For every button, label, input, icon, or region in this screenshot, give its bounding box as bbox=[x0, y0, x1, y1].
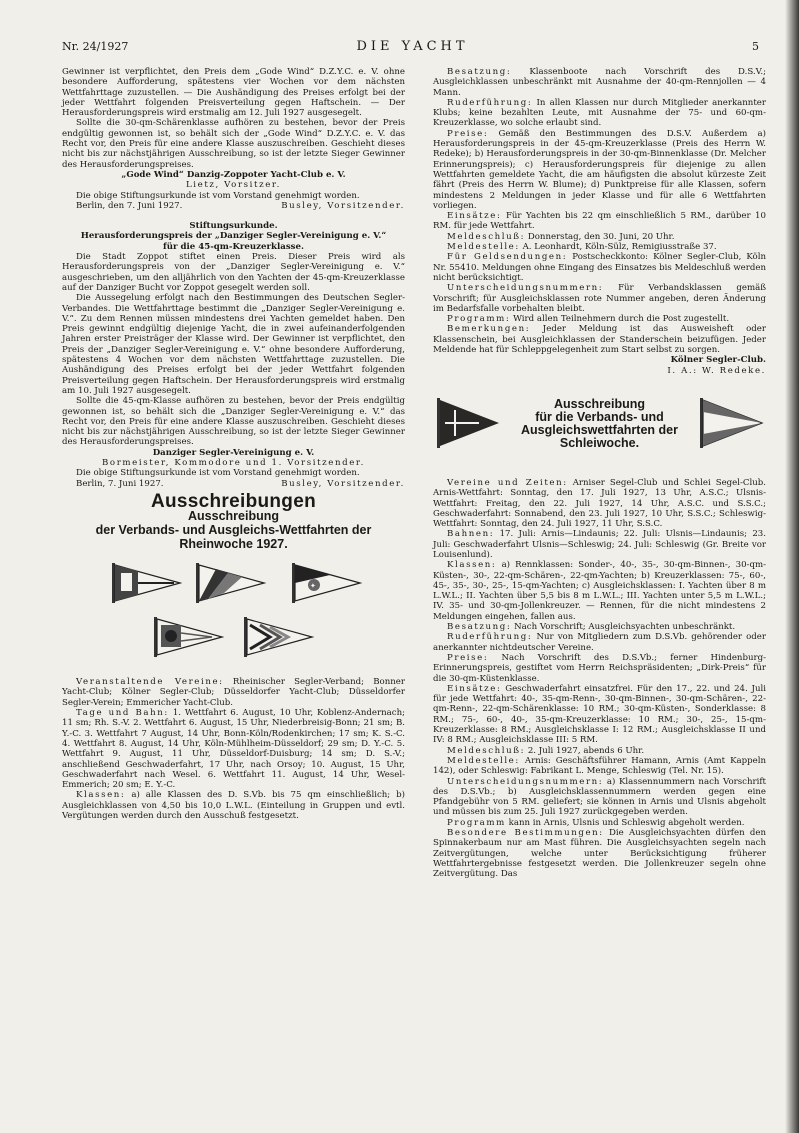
rule-item: Ruderführung: In allen Klassen nur durch Mitglieder anerkannter Klubs; keine bezahlten Leute, mit Ausnahme der 75- und 60-qm-Kreuzerklasse, wo solche erlaubt sind. bbox=[433, 97, 766, 129]
announcement-title: Ausschreibung bbox=[188, 509, 279, 524]
club-chair: Bormeister, Kommodore und 1. Vorsitzender. bbox=[102, 457, 365, 468]
rule-item: Veranstaltende Vereine: Rheinischer Segler-Verband; Bonner Yacht-Club; Kölner Segler-Club; Düsseldorfer Yacht-Club; Düsseldorfer Segler-Verein; Emmericher Yacht-Club. bbox=[62, 677, 405, 708]
rule-item: Meldestelle: A. Leonhardt, Köln-Sülz, Remigiusstraße 37. bbox=[447, 242, 717, 253]
paragraph: Gewinner ist verpflichtet, den Preis dem „Gode Wind“ D.Z.Y.C. e. V. ohne besondere Aufforderung, spätestens vier Wochen vor dem nächsten Wettfahrttage zuzustellen. — Die Aushändigung des Preises erfolgt bei der jeder Wettfahrt folgenden Preisverteilung gegen Haftschein. — Der Herausforderungspreis wird erstmalig am 12. Juli 1927 ausgesegelt. bbox=[62, 67, 405, 119]
deed-subtitle: für die 45-qm-Kreuzerklasse. bbox=[163, 241, 304, 252]
paragraph: Die Aussegelung erfolgt nach den Bestimmungen des Deutschen Segler-Verbandes. Die Wettfahrttage bestimmt die „Danziger Segler-Vereinigung e. V.“. Zu dem Rennen müssen mindestens drei Yachten gemeldet haben. Den Preis gewinnt endgültig diejenige Yacht, die in zwei aufeinanderfolgenden Jahren erster Preisträger der Klasse wird. Der Gewinner ist verpflichtet, den Preis der „Danziger Segler-Vereinigung e. V.“ ohne besondere Aufforderung, spätestens 4 Wochen vor dem nächsten Wettfahrttage zuzustellen. Die Aushändigung des Preises erfolgt bei der jeder Wettfahrt folgenden Preisverteilung gegen Haftschein. Der Herausforderungspreis wird erstmalig am 10. Juli 1927 ausgesegelt. bbox=[62, 293, 405, 396]
announcement-title: Ausschreibung für die Verbands- und Ausgleichswettfahrten der Schleiwoche. bbox=[521, 396, 678, 450]
rule-item: Ruderführung: Nur von Mitgliedern zum D.S.Vb. gehörender oder anerkannter nichtdeutscher Vereine. bbox=[433, 632, 766, 653]
rule-item: Besatzung: Klassenboote nach Vorschrift des D.S.V.; Ausgleichklassen unbeschränkt mit Ausnahme der 40-qm-Rennjollen — 4 Mann. bbox=[433, 67, 766, 98]
right-column bbox=[433, 67, 766, 879]
rule-item: Unterscheidungsnummern: Für Verbandsklassen gemäß Vorschrift; für Ausgleichsklassen rote Nummer angeben, deren Änderung im Bedarfsfalle vorbehalten bleibt. bbox=[433, 283, 766, 314]
club-name: „Gode Wind“ Danzig-Zoppoter Yacht-Club e. V. bbox=[121, 169, 346, 180]
pennant-icon bbox=[242, 615, 314, 659]
rule-item: Preise: Nach Vorschrift des D.S.Vb.; ferner Hindenburg-Erinnerungspreis, gestiftet vom Herrn Reichspräsidenten; „Dirk-Preis“ für die 30-qm-Küstenklasse. bbox=[433, 652, 766, 684]
paragraph: Die Stadt Zoppot stiftet einen Preis. Dieser Preis wird als Herausforderungspreis von der „Danziger Segler-Vereinigung e. V.“ ausgeschrieben, um den alljährlich von den Yachten der 45-qm-Kreuzerklasse auf der Danziger Bucht vor Zoppot gesegelt werden soll. bbox=[62, 252, 405, 293]
paragraph: Sollte die 30-qm-Schärenklasse aufhören zu bestehen, bevor der Preis endgültig gewonnen ist, so behält sich der „Gode Wind“ D.Z.Y.C. e. V. das Recht vor, den Preis für eine andere Klasse auszuschreiben. Geschieht dieses nicht bis zur nächstjährigen Ausschreibung, so ist der letzte Sieger Gewinner des Herausforderungspreises. bbox=[62, 118, 405, 170]
signature-name: Busley, Vorsitzender. bbox=[281, 200, 405, 211]
schlei-announcement-header bbox=[433, 392, 766, 472]
rule-item: Meldeschluß: Donnerstag, den 30. Juni, 20 Uhr. bbox=[447, 231, 675, 242]
signature-line bbox=[62, 201, 405, 211]
rule-item: Bemerkungen: Jeder Meldung ist das Ausweisheft oder Klassenschein, bei Ausgleichklassen der Standerschein beizufügen. Jeder Meldende hat für Schleppgelegenheit zum Start selbst zu sorgen. bbox=[433, 324, 766, 356]
rule-item: Besondere Bestimmungen: Die Ausgleichsyachten dürfen den Spinnakerbaum nur am Mast führen. Die Ausgleichsyachten segeln nach Zeitvergütungen, welche unter Berücksichtigung früherer Wettfahrtergebnisse festgesetzt werden. Die Jollenkreuzer segeln ohne Zeitvergütung. Das bbox=[433, 828, 766, 880]
left-column bbox=[62, 67, 405, 821]
section-title: Ausschreibungen bbox=[151, 490, 316, 512]
rule-item: Tage und Bahn: 1. Wettfahrt 6. August, 10 Uhr, Koblenz-Andernach; 11 sm; Rh. S.-V. 2. Wettfahrt 6. August, 15 Uhr, Niederbreisig-Bonn; 21 sm; B. Y.-C. 3. Wettfahrt 7 August, 14 Uhr, Bonn-Köln/Rodenkirchen; 17 sm; K. S.-C. 4. Wettfahrt 8. August, 14 Uhr, Köln-Mühlheim-Düsseldorf; 29 sm; D. Y.-C. 5. Wettfahrt 9. August, 11 Uhr, Düsseldorf-Duisburg; 14 sm; D. S.-V.; anschließend Geschwaderfahrt, 17 Uhr, nach Orsoy; 10. August, 15 Uhr, Geschwaderfahrt nach Wesel. 6. Wettfahrt 11. August, 14 Uhr, Wesel-Emmerich; 20 sm; E. Y.-C. bbox=[62, 708, 406, 791]
rule-item: Klassen: a) Rennklassen: Sonder-, 40-, 35-, 30-qm-Binnen-, 30-qm-Küsten-, 30-, 22-qm-Schären-, 22-qm-Yachten; b) Kreuzerklassen: 75-, 60-, 45-, 35-, 30-, 25-, 15-qm-Yachten; c) Ausgleichsklassen: I. Yachten über 8 m L.W.L.; II. Yachten über 5,5 bis 8 m L.W.L.; III. Yachten unter 5,5 m L.W.L.; IV. 35- und 30-qm-Jollenkreuzer. — Rennen, für die nicht mindestens 2 Meldungen eingehen, fallen aus. bbox=[433, 560, 767, 622]
rule-item: Klassen: a) alle Klassen des D. S.Vb. bis 75 qm einschließlich; b) Ausgleichklassen von 4,50 bis 10,0 L.W.L. (Einteilung in Gruppen und evtl. Vergütungen werden durch den Ausschuß festgesetzt. bbox=[62, 790, 405, 822]
rule-item: Besatzung: Nach Vorschrift; Ausgleichsyachten unbeschränkt. bbox=[447, 622, 736, 633]
pennant-icon bbox=[152, 615, 224, 659]
club-chair: Lietz, Vorsitzer. bbox=[185, 180, 281, 191]
scan-edge bbox=[785, 0, 799, 1133]
page-number: 5 bbox=[752, 40, 759, 53]
rule-item: Vereine und Zeiten: Arniser Segel-Club und Schlei Segel-Club. Arnis-Wettfahrt: Sonntag, den 17. Juli 1927, 13 Uhr, A.S.C.; Ulsnis-Wettfahrt: Freitag, den 22. Juli 1927, 14 Uhr, A.S.C. und S.S.C.; Geschwaderfahrt: Sonnabend, den 23. Juli 1927, 10 Uhr, S.S.C.; Schleswig-Wettfahrt: Sonntag, den 24. Juli 1927, 11 Uhr, S.S.C. bbox=[433, 477, 766, 530]
pennant-icon bbox=[110, 561, 182, 605]
announcement-title: Rheinwoche 1927. bbox=[179, 537, 288, 552]
rule-item: Programm kann in Arnis, Ulsnis und Schleswig abgeholt werden. bbox=[447, 817, 745, 828]
page-header bbox=[62, 40, 763, 56]
paragraph: Die obige Stiftungsurkunde ist vom Vorstand genehmigt worden. bbox=[76, 190, 360, 201]
rule-item: Unterscheidungsnummern: a) Klassennummern nach Vorschrift des D.S.Vb.; b) Ausgleichsklassennummern werden gegen eine Pfandgebühr von 5 RM. geliefert; sie können in Arnis und Ulsnis abgeholt und müssen bis zum 25. Juli 1927 zurückgegeben werden. bbox=[433, 776, 766, 818]
pennant-icon bbox=[698, 396, 764, 450]
club-name: Kölner Segler-Club. bbox=[670, 355, 766, 366]
rule-item: Programm: Wird allen Teilnehmern durch die Post zugestellt. bbox=[447, 314, 730, 325]
pennant-icon bbox=[435, 396, 501, 450]
signature-date: Berlin, 7. Juni 1927. bbox=[76, 478, 164, 489]
svg-text:✦: ✦ bbox=[310, 582, 316, 591]
pennant-icon bbox=[290, 561, 362, 605]
paragraph: Die obige Stiftungsurkunde ist vom Vorstand genehmigt worden. bbox=[76, 468, 360, 479]
rule-item: Meldeschluß: 2. Juli 1927, abends 6 Uhr. bbox=[447, 745, 645, 756]
rule-item: Preise: Gemäß den Bestimmungen des D.S.V. Außerdem a) Herausforderungspreis in der 45-qm-Kreuzerklasse (Preis des Herrn W. Redeke); b) Herausforderungspreis in der 30-qm-Binnenklasse (Dr. Melcher Erinnerungspreis); c) Herausforderungspreis für diejenige zu allen Wettfahrten gemeldete Yacht, die am häufigsten die absolut kürzeste Zeit fährt (Preis des Herrn W. Blume); d) Punktpreise für alle Klassen, sofern mindestens 2 Meldungen in jeder Klasse und für alle 6 Wettfahrten vorliegen. bbox=[433, 128, 766, 211]
deed-subtitle: Herausforderungspreis der „Danziger Segler-Vereinigung e. V.“ bbox=[80, 231, 387, 242]
signature-name: Busley, Vorsitzender. bbox=[281, 478, 405, 489]
signature-line bbox=[62, 479, 405, 489]
paragraph: Sollte die 45-qm-Klasse aufhören zu bestehen, bevor der Preis endgültig gewonnen ist, so behält sich die „Danziger Segler-Vereinigung e. V.“ das Recht vor, den Preis für eine andere Klasse auszuschreiben. Geschieht dieses nicht bis zur nächstjährigen Ausschreibung, so ist der letzte Sieger Gewinner des Herausforderungspreises. bbox=[62, 396, 405, 448]
magazine-title: DIE YACHT bbox=[356, 39, 469, 54]
club-pennants bbox=[62, 557, 405, 669]
announcement-title: der Verbands- und Ausgleichs-Wettfahrten der bbox=[95, 523, 372, 538]
signature-date: Berlin, den 7. Juni 1927. bbox=[76, 200, 183, 211]
rule-item: Einsätze: Geschwaderfahrt einsatzfrei. Für den 17., 22. und 24. Juli für jede Wettfahrt: 40-, 35-qm-Renn-, 30-qm-Binnen-, 30-qm-Schären-, 22-qm-Renn-, 22-qm-Schärenklasse: 10 RM.; 30-qm-Küsten-, Sonderklasse: 8 RM.; 75-, 60-, 40-, 35-qm-Kreuzerklasse: 10 RM.; 30-, 25-, 15-qm-Kreuzerklasse: 8 RM.; Ausgleichsklasse I: 12 RM.; Ausgleichsklasse II und IV: 8 RM.; Ausgleichsklasse III: 5 RM. bbox=[433, 683, 766, 746]
deed-title: Stiftungsurkunde. bbox=[189, 221, 278, 232]
issue-number: Nr. 24/1927 bbox=[62, 40, 129, 53]
rule-item: Meldestelle: Arnis: Geschäftsführer Hamann, Arnis (Amt Kappeln 142), oder Schleswig: Fabrikant L. Menge, Schleswig (Tel. Nr. 15). bbox=[433, 755, 767, 777]
rule-item: Einsätze: Für Yachten bis 22 qm einschließlich 5 RM., darüber 10 RM. für jede Wettfahrt. bbox=[433, 211, 766, 232]
rule-item: Für Geldsendungen: Postscheckkonto: Kölner Segler-Club, Köln Nr. 55410. Meldungen ohne Eingang des Einsatzes bis Meldeschluß werden nicht berücksichtigt. bbox=[433, 252, 767, 283]
club-name: Danziger Segler-Vereinigung e. V. bbox=[152, 447, 315, 458]
pennant-icon bbox=[194, 561, 266, 605]
signature-name: I. A.: W. Redeke. bbox=[667, 365, 766, 376]
rule-item: Bahnen: 17. Juli: Arnis—Lindaunis; 22. Juli: Ulsnis—Lindaunis; 23. Juli: Geschwaderfahrt Ulsnis—Schleswig; 24. Juli: Schleswig (Gr. Breite vor Louisenlund). bbox=[433, 529, 766, 560]
